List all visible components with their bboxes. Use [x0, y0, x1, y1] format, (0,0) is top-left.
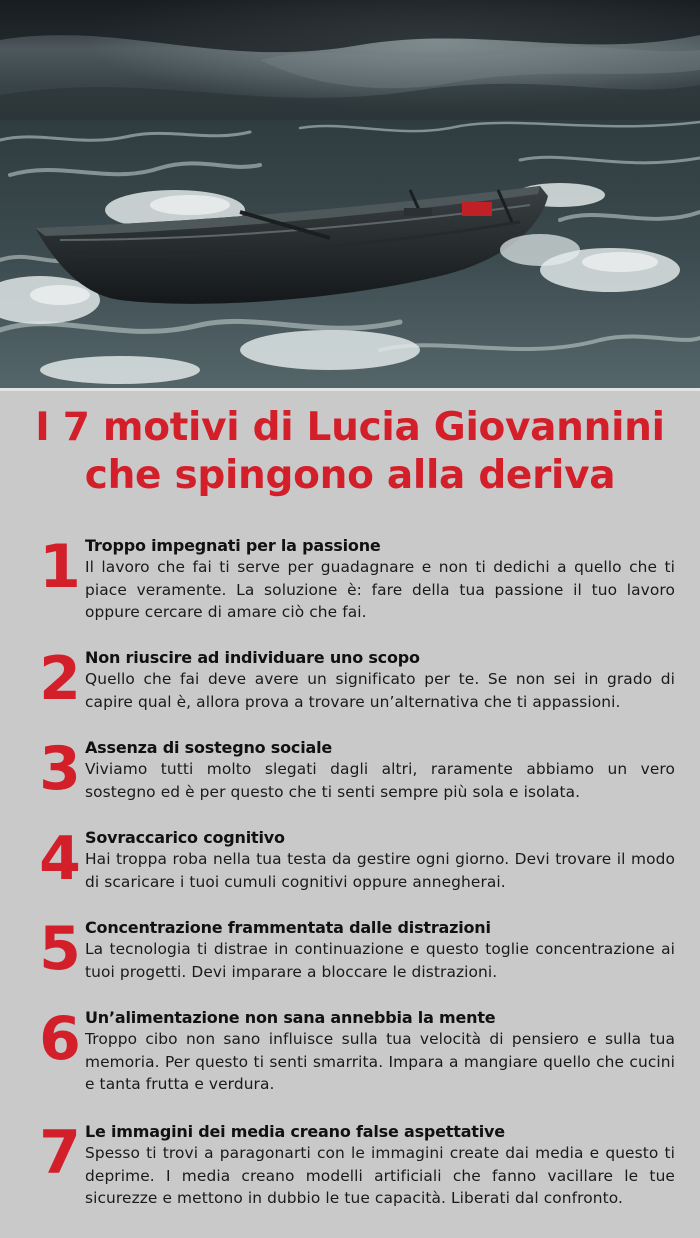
item-number: 1 — [39, 532, 81, 602]
item-body: La tecnologia ti distrae in continuazione e questo toglie concentrazione ai tuoi progetti. Devi imparare a bloccare le distrazioni. — [85, 940, 675, 981]
item-body: Quello che fai deve avere un significato per te. Se non sei in grado di capire qual è, allora prova a trovare un’alternativa che ti appassioni. — [85, 670, 675, 711]
item-body: Il lavoro che fai ti serve per guadagnare e non ti dedichi a quello che ti piace veramente. La soluzione è: fare della tua passione il tuo lavoro oppure cercare di amare ciò che fai. — [85, 558, 675, 621]
item-number: 7 — [39, 1118, 81, 1188]
title-line-2: che spingono alla deriva — [84, 453, 616, 498]
item-body: Spesso ti trovi a paragonarti con le immagini create dai media e questo ti deprime. I media creano modelli artificiali che fanno vacillare le tue sicurezze e mettono in dubbio le tue capacità. Liberati dal confronto. — [85, 1144, 675, 1207]
photo-divider — [0, 388, 700, 391]
item-number: 2 — [39, 644, 81, 714]
item-body: Hai troppa roba nella tua testa da gestire ogni giorno. Devi trovare il modo di scaricare i tuoi cumuli cognitivi oppure annegherai. — [85, 850, 675, 891]
item-number: 5 — [39, 914, 81, 984]
item-heading: Assenza di sostegno sociale — [85, 738, 333, 757]
stormy-sea-boat-photo — [0, 0, 700, 388]
item-number: 4 — [39, 824, 81, 894]
item-body: Troppo cibo non sano influisce sulla tua velocità di pensiero e sulla tua memoria. Per questo ti senti smarrita. Impara a mangiare quello che cucini e tanta frutta e verdura. — [85, 1030, 675, 1093]
item-heading: Sovraccarico cognitivo — [85, 828, 285, 847]
item-heading: Le immagini dei media creano false aspettative — [85, 1122, 505, 1141]
item-number: 6 — [39, 1004, 81, 1074]
item-body: Viviamo tutti molto slegati dagli altri, raramente abbiamo un vero sostegno ed è per questo che ti senti sempre più sola e isolata. — [85, 760, 675, 801]
title-line-1: I 7 motivi di Lucia Giovannini — [35, 405, 665, 450]
page-title — [0, 404, 700, 500]
item-number: 3 — [39, 734, 81, 804]
item-heading: Concentrazione frammentata dalle distrazioni — [85, 918, 491, 937]
item-heading: Un’alimentazione non sana annebbia la mente — [85, 1008, 496, 1027]
item-heading: Troppo impegnati per la passione — [85, 536, 381, 555]
item-heading: Non riuscire ad individuare uno scopo — [85, 648, 420, 667]
